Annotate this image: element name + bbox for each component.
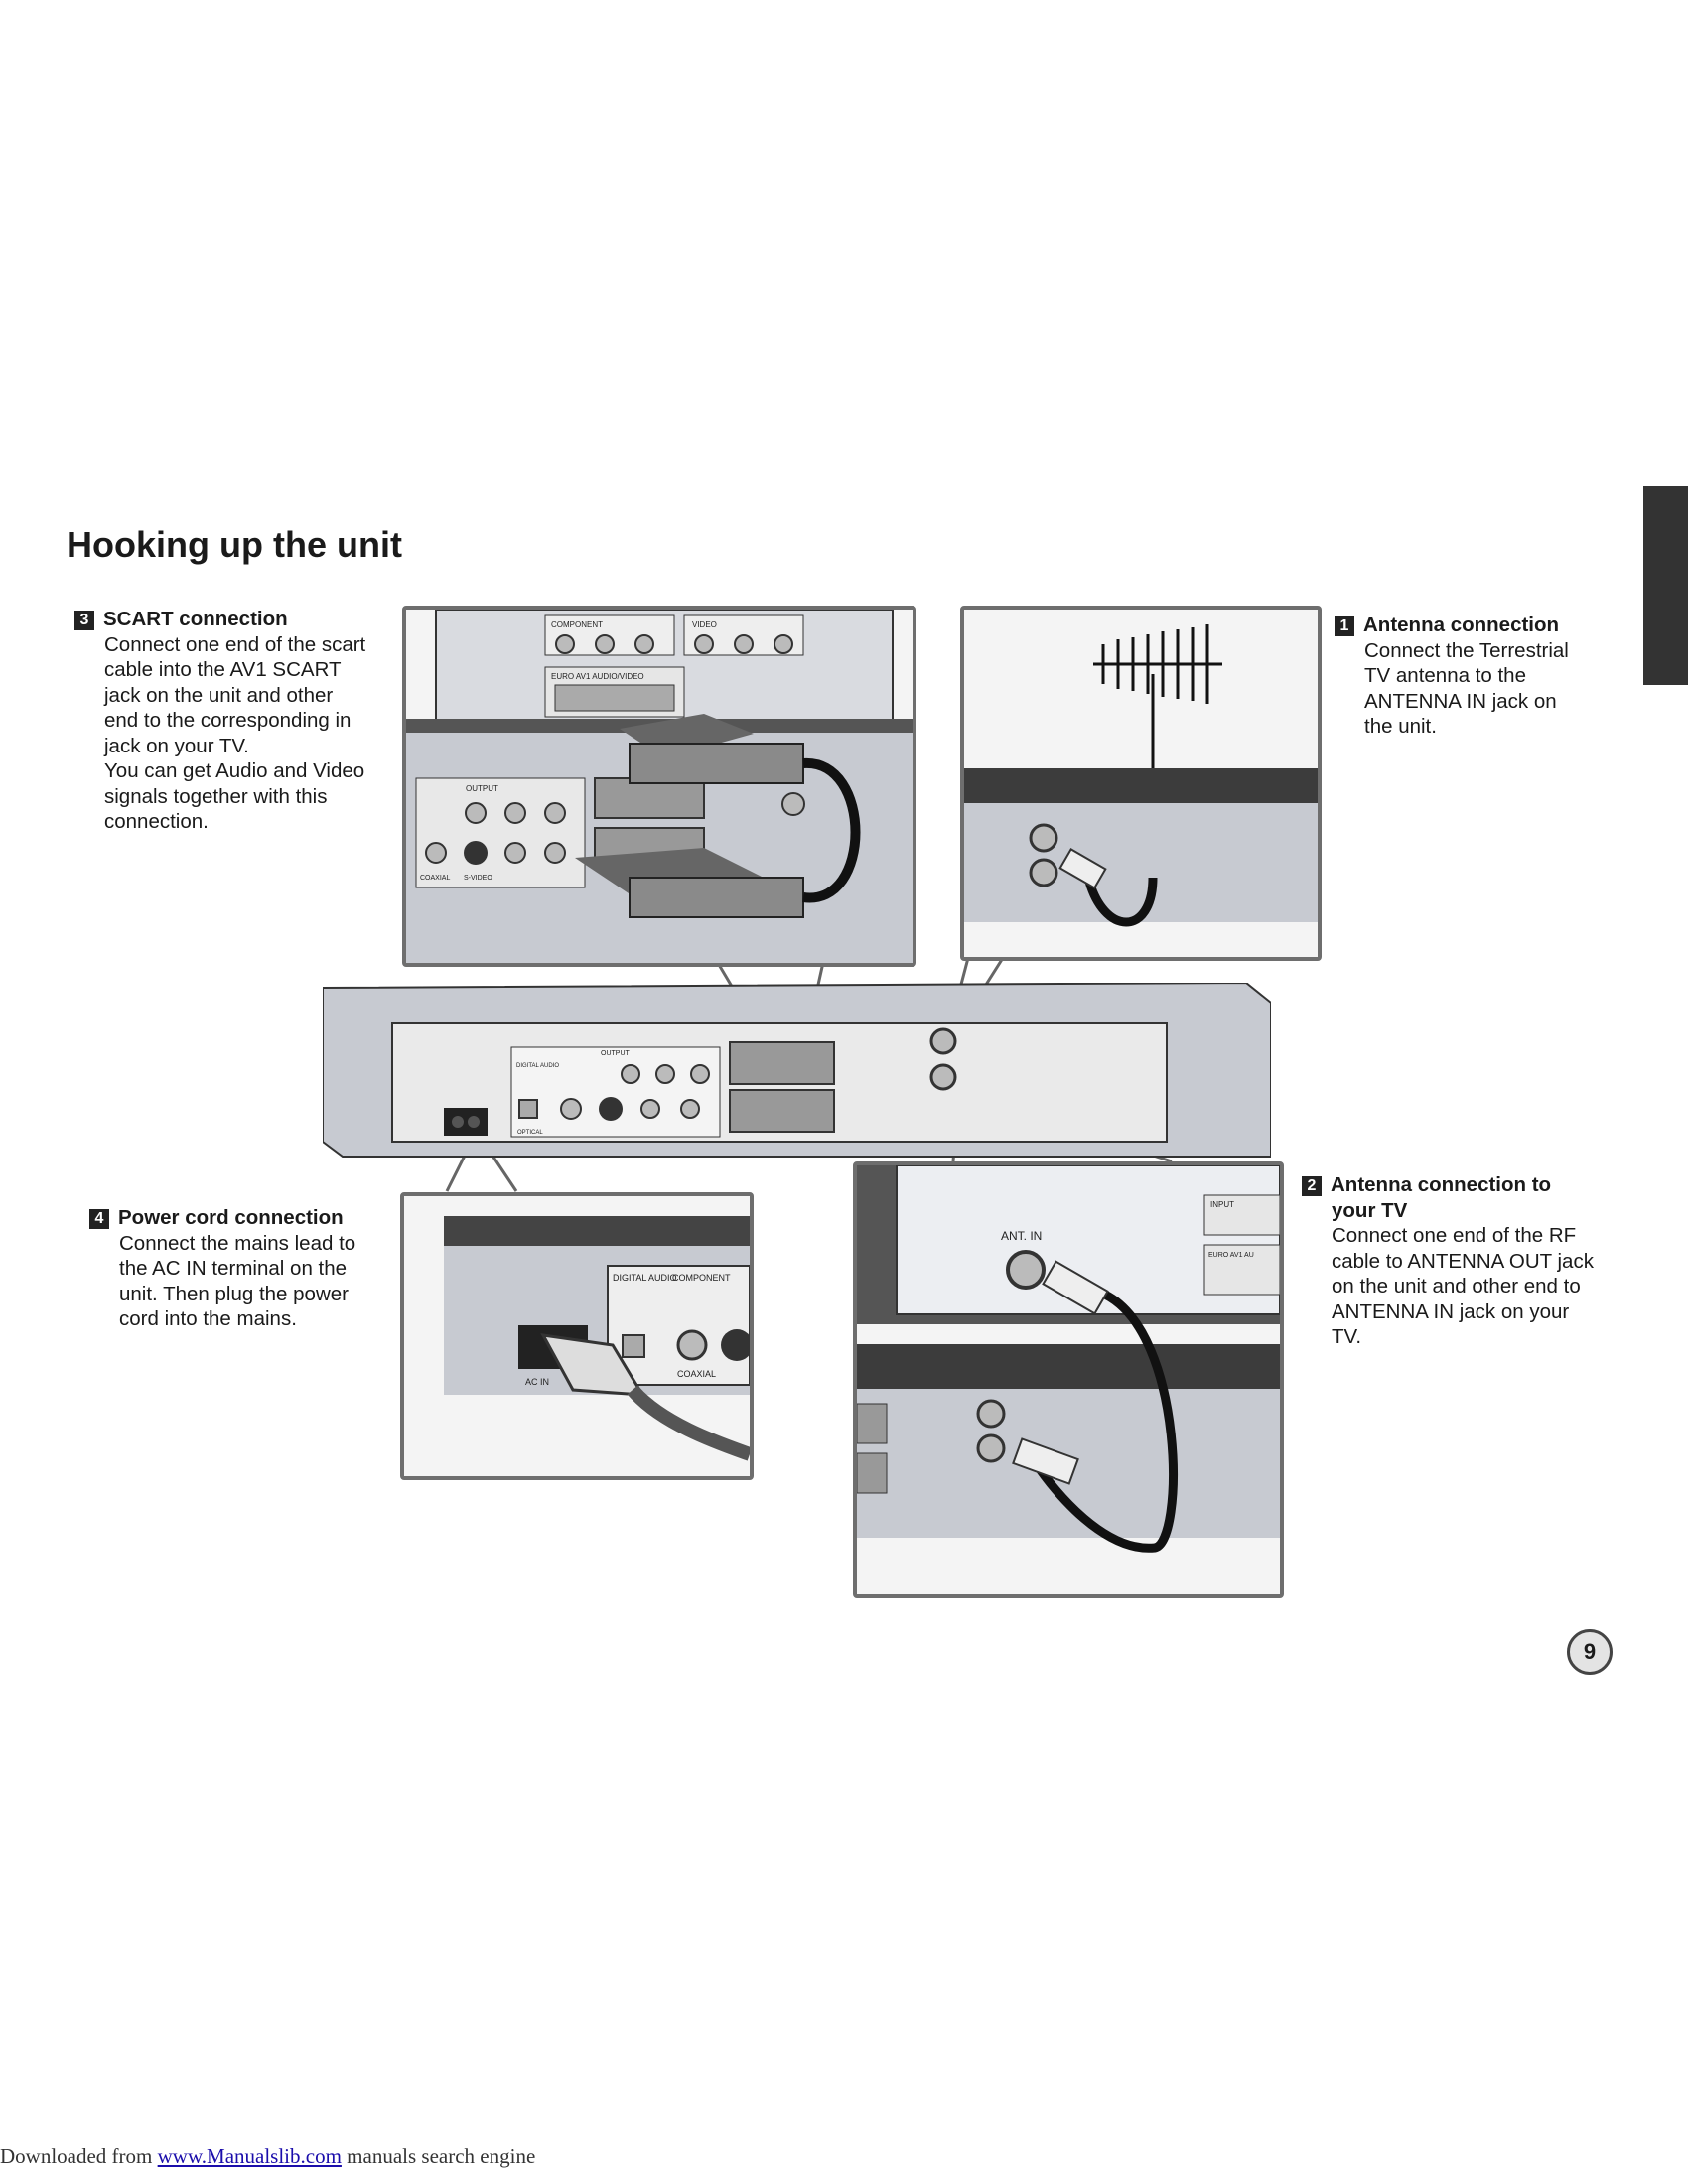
tv-antenna-detail-panel [853, 1161, 1284, 1598]
body-line: You can get Audio and Video [104, 759, 365, 782]
body-line: signals together with this [104, 784, 328, 808]
power-ac-in-label: AC IN [525, 1377, 550, 1387]
tv-input-label: INPUT [1210, 1200, 1234, 1209]
footer [0, 2144, 535, 2169]
section-number: 4 [89, 1209, 109, 1229]
body-line: on the unit and other end to [1332, 1275, 1581, 1297]
body-line: cable into the AV1 SCART [104, 658, 342, 681]
power-digital-audio-label: DIGITAL AUDIO [613, 1273, 677, 1283]
section-number: 1 [1335, 616, 1354, 636]
body-line: ANTENNA IN jack on [1364, 689, 1557, 713]
body-line: Connect one end of the RF [1332, 1224, 1577, 1247]
body-line: Connect the mains lead to [119, 1231, 356, 1255]
body-line: jack on your TV. [104, 734, 249, 757]
body-line: end to the corresponding in [104, 709, 352, 732]
body-line: TV antenna to the [1364, 664, 1526, 687]
power-detail-panel [400, 1192, 754, 1480]
scart-detail-panel [402, 606, 916, 967]
video-label: VIDEO [692, 620, 717, 629]
component-label: COMPONENT [551, 620, 603, 629]
section-number: 2 [1302, 1176, 1322, 1196]
section-title: Antenna connection [1363, 614, 1560, 636]
body-line: cord into the mains. [119, 1307, 297, 1330]
footer-link[interactable]: www.Manualslib.com [157, 2144, 342, 2168]
power-component-label: COMPONENT [672, 1273, 731, 1283]
antenna-detail-panel [960, 606, 1322, 961]
body-line: TV. [1332, 1325, 1362, 1348]
power-illustration [404, 1196, 750, 1476]
unit-output-label: OUTPUT [601, 1050, 630, 1057]
footer-suffix: manuals search engine [341, 2144, 536, 2168]
power-coaxial-label: COAXIAL [677, 1369, 717, 1379]
section-title-cont: your TV [1332, 1198, 1408, 1222]
section-title: Antenna connection to [1331, 1173, 1552, 1196]
body-line: ANTENNA IN jack on your [1332, 1299, 1570, 1323]
body-line: jack on the unit and other [104, 683, 334, 707]
body-line: connection. [104, 810, 209, 833]
unit-rear-panel [323, 983, 1271, 1161]
body-line: the unit. [1364, 715, 1437, 738]
tv-ant-in-label: ANT. IN [1001, 1229, 1043, 1243]
section-number: 3 [74, 611, 94, 630]
body-line: unit. Then plug the power [119, 1282, 349, 1305]
output-label: OUTPUT [466, 784, 498, 793]
unit-digital-audio-label: DIGITAL AUDIO [516, 1063, 560, 1069]
body-line: Connect the Terrestrial [1364, 638, 1569, 662]
tv-antenna-illustration [857, 1165, 1280, 1594]
body-line: Connect one end of the scart [104, 632, 366, 656]
scart-illustration [406, 610, 913, 963]
footer-prefix: Downloaded from [0, 2144, 158, 2168]
section-title: SCART connection [103, 608, 288, 630]
coaxial-label: COAXIAL [420, 875, 451, 882]
unit-optical-label: OPTICAL [517, 1130, 543, 1136]
body-line: the AC IN terminal on the [119, 1257, 348, 1280]
s-video-label: S-VIDEO [464, 875, 492, 882]
euro-av1-label: EURO AV1 AUDIO/VIDEO [551, 672, 644, 681]
unit-rear-illustration [323, 983, 1271, 1161]
section-title: Power cord connection [118, 1206, 344, 1229]
tv-euro-av1-label: EURO AV1 AU [1208, 1252, 1254, 1259]
antenna-illustration [964, 610, 1318, 957]
page-title: Hooking up the unit [67, 524, 402, 565]
body-line: cable to ANTENNA OUT jack [1332, 1249, 1594, 1273]
page-number: 9 [1567, 1629, 1613, 1675]
